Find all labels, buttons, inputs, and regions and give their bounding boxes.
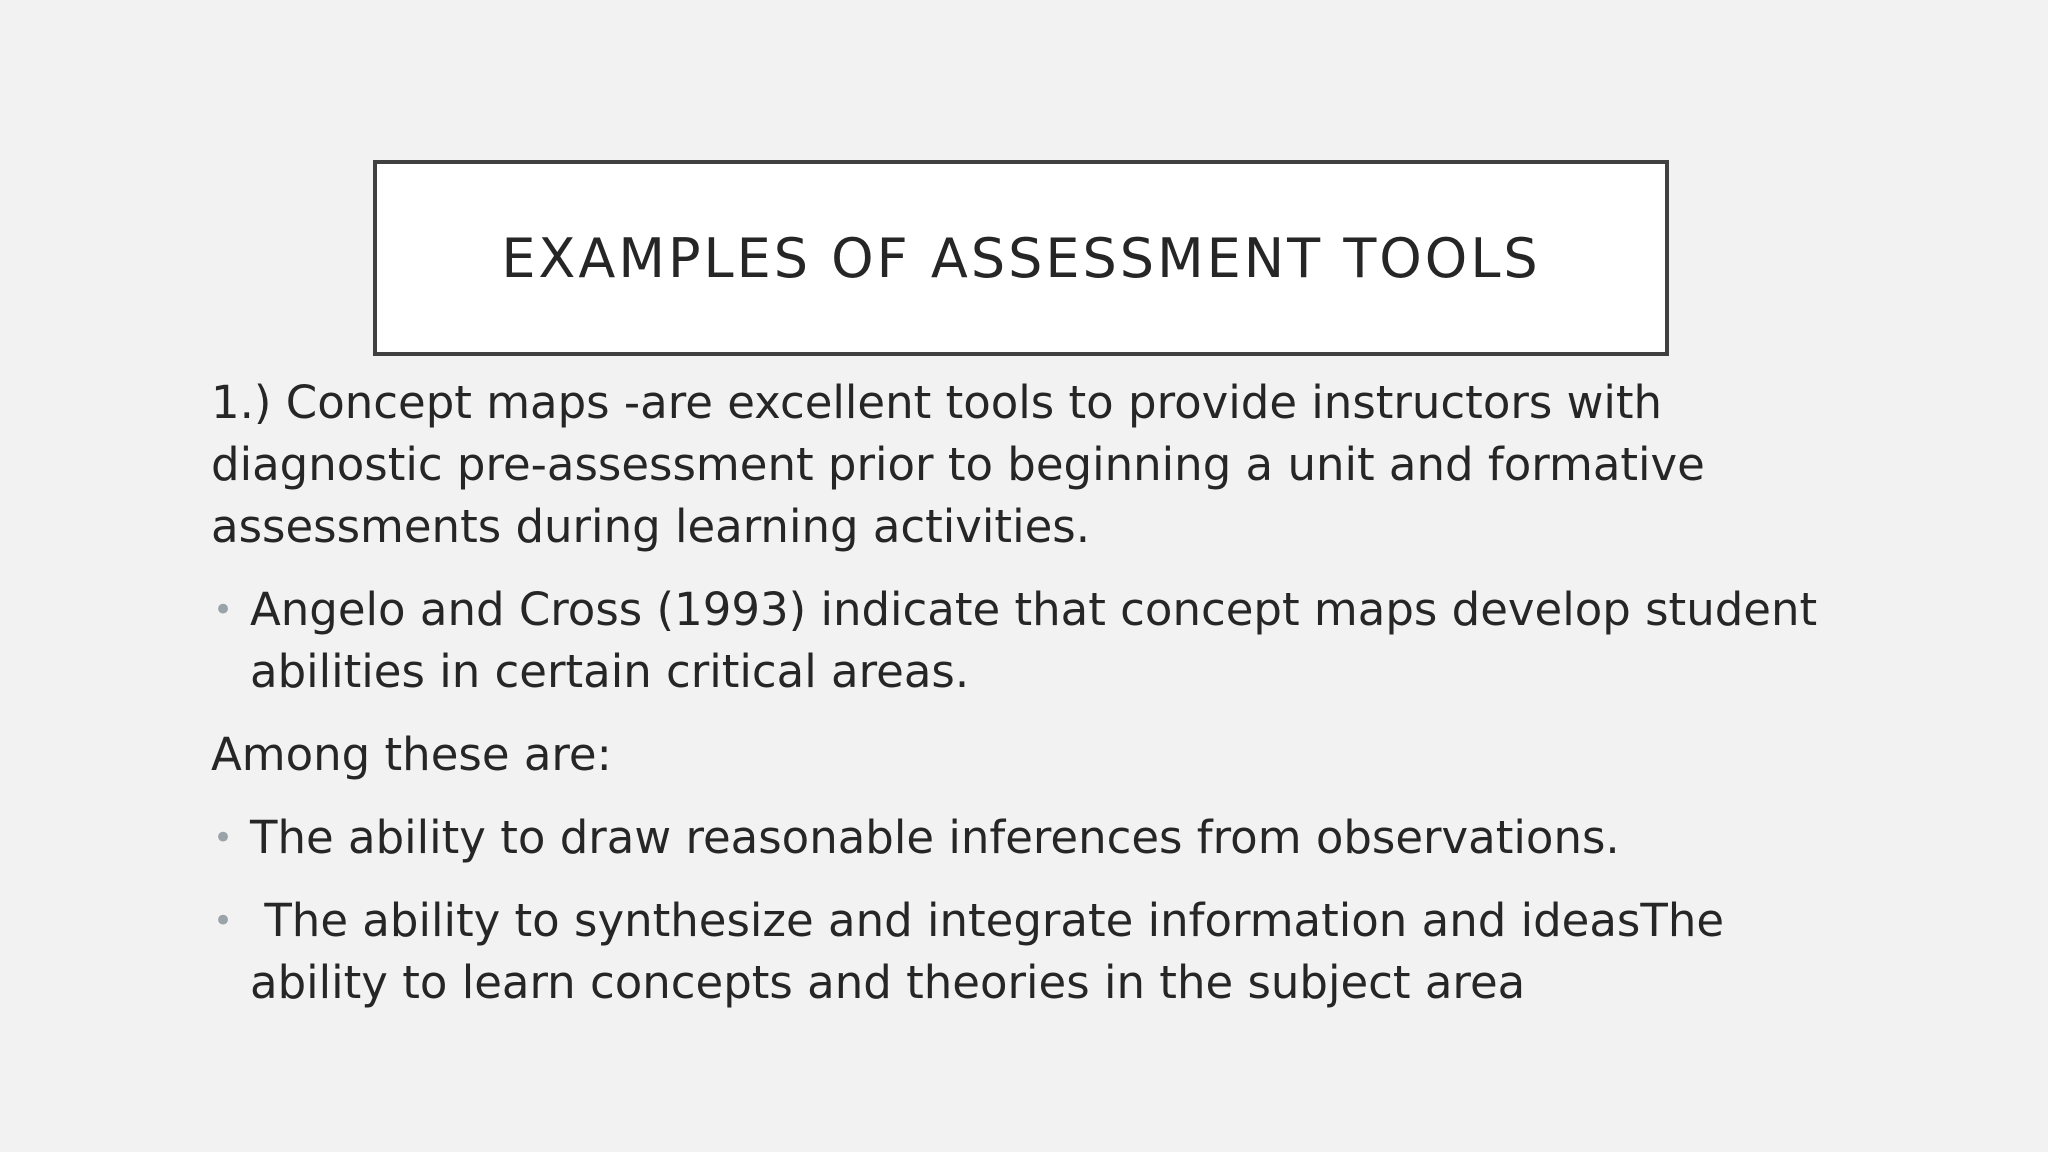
bullet-icon: • [213,590,234,630]
bullet-item [211,579,1841,703]
intro-paragraph: 1.) Concept maps -are excellent tools to provide instructors with diagnostic pre-assessment prior to beginning a unit and formative assessments during learning activities. [211,376,1705,553]
bullet-text: The ability to synthesize and integrate information and ideasThe ability to learn concepts and theories in the subject area [250,894,1739,1009]
slide-title: EXAMPLES OF ASSESSMENT TOOLS [501,226,1541,290]
title-box [373,160,1669,356]
bullet-icon: • [213,818,234,858]
bullet-icon: • [213,901,234,941]
subheading: Among these are: [211,728,612,781]
bullet-item [211,890,1841,1014]
bullet-item [211,807,1841,869]
slide-body [211,372,1841,1014]
bullet-text: Angelo and Cross (1993) indicate that concept maps develop student abilities in certain critical areas. [250,583,1818,698]
bullet-text: The ability to draw reasonable inferences from observations. [250,811,1620,864]
